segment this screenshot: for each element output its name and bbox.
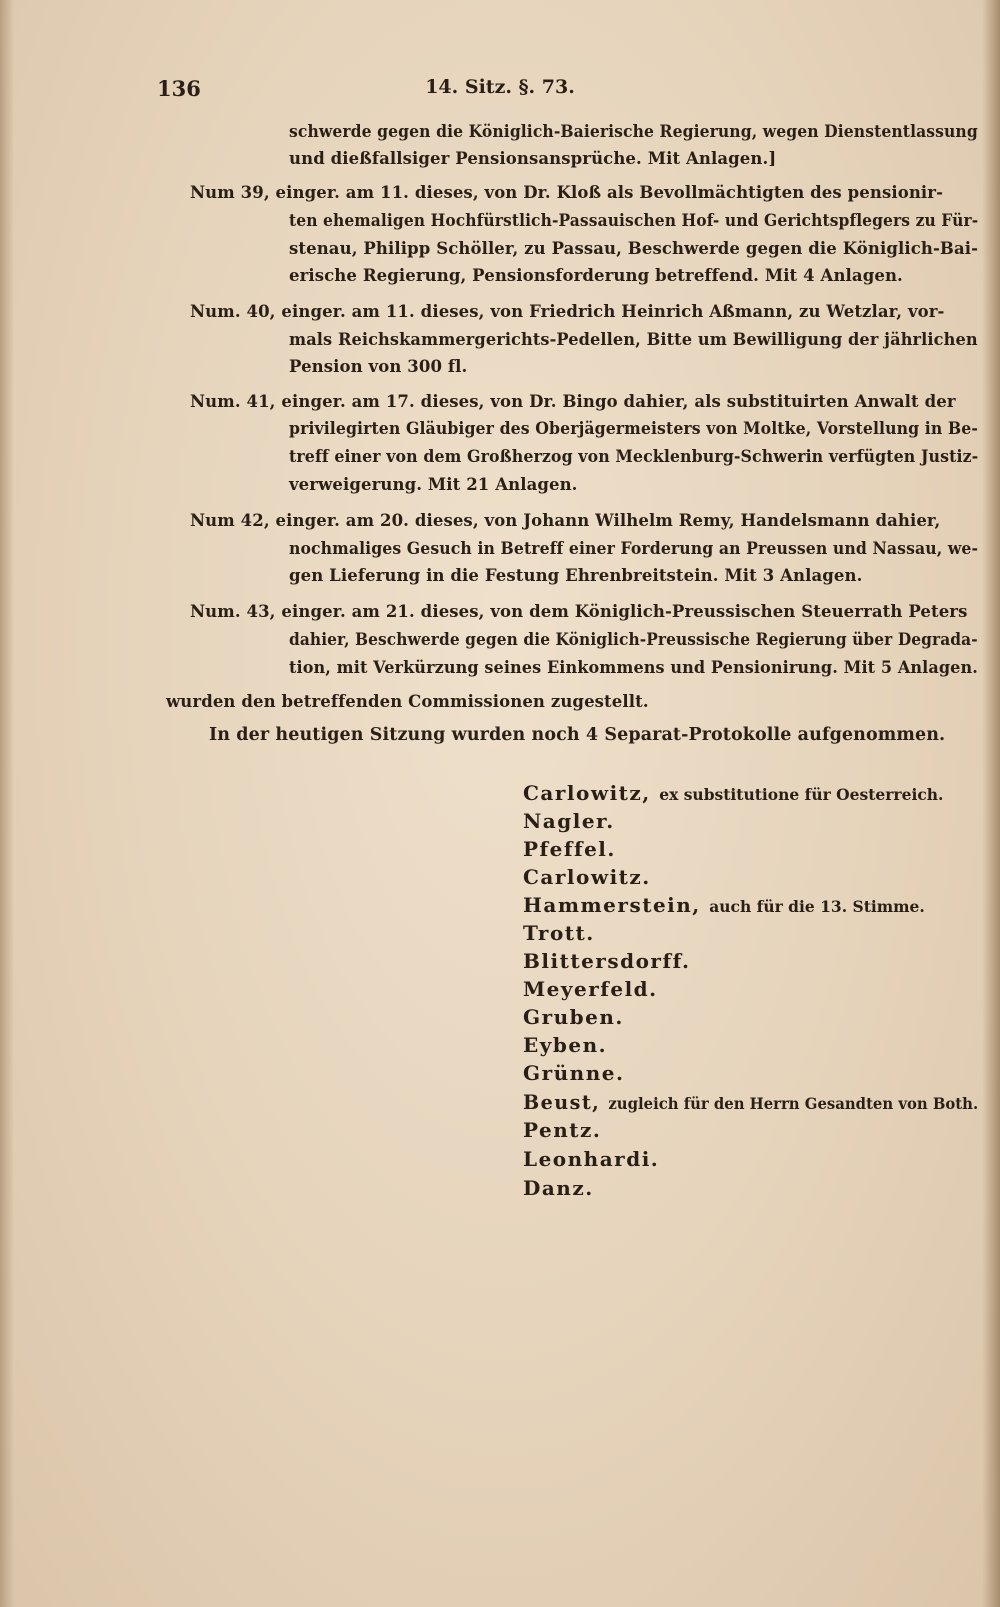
body-line: dahier, Beschwerde gegen die Königlich-Preussische Regierung über Degrada- bbox=[289, 630, 978, 649]
signatory-name: Blittersdorff. bbox=[523, 949, 691, 973]
body-line: gen Lieferung in die Festung Ehrenbreitstein. Mit 3 Anlagen. bbox=[289, 566, 863, 585]
signatory-name: Hammerstein, bbox=[523, 893, 701, 917]
body-line: Num. 43, einger. am 21. dieses, von dem Königlich-Preussischen Steuerrath Peters bbox=[190, 602, 968, 621]
signatory-name: Pentz. bbox=[523, 1118, 602, 1142]
body-line: stenau, Philipp Schöller, zu Passau, Beschwerde gegen die Königlich-Bai- bbox=[289, 239, 979, 258]
signatory-name: Meyerfeld. bbox=[523, 977, 658, 1001]
body-line: Num 42, einger. am 20. dieses, von Johann Wilhelm Remy, Handelsmann dahier, bbox=[190, 511, 941, 530]
signature-line bbox=[523, 1090, 978, 1114]
body-line: treff einer von dem Großherzog von Mecklenburg-Schwerin verfügten Justiz- bbox=[289, 447, 979, 466]
signature-line bbox=[523, 921, 595, 945]
signatory-note: auch für die 13. Stimme. bbox=[709, 897, 925, 916]
signature-line bbox=[523, 949, 690, 973]
signatory-name: Gruben. bbox=[523, 1005, 624, 1029]
running-head: 14. Sitz. §. 73. bbox=[425, 76, 575, 98]
body-line: und dießfallsiger Pensionsansprüche. Mit Anlagen.] bbox=[289, 149, 777, 168]
signatory-name: Beust, bbox=[523, 1090, 601, 1114]
body-line: privilegirten Gläubiger des Oberjägermeisters von Moltke, Vorstellung in Be- bbox=[289, 419, 979, 438]
body-line: verweigerung. Mit 21 Anlagen. bbox=[289, 475, 578, 494]
signature-line bbox=[523, 1005, 624, 1029]
signature-line bbox=[523, 1147, 659, 1171]
signature-line bbox=[523, 809, 615, 833]
body-line: Num. 40, einger. am 11. dieses, von Friedrich Heinrich Aßmann, zu Wetzlar, vor- bbox=[190, 302, 945, 321]
body-line: Pension von 300 fl. bbox=[289, 357, 468, 376]
body-line: In der heutigen Sitzung wurden noch 4 Separat-Protokolle aufgenommen. bbox=[209, 725, 946, 745]
signatory-name: Danz. bbox=[523, 1176, 594, 1200]
signatory-name: Pfeffel. bbox=[523, 837, 616, 861]
page-number: 136 bbox=[157, 76, 201, 101]
signatory-name: Eyben. bbox=[523, 1033, 608, 1057]
signatory-name: Leonhardi. bbox=[523, 1147, 660, 1171]
signature-line bbox=[523, 837, 616, 861]
body-line: ten ehemaligen Hochfürstlich-Passauischen Hof- und Gerichtspflegers zu Für- bbox=[289, 211, 979, 230]
signatory-name: Carlowitz, bbox=[523, 781, 651, 805]
body-line: schwerde gegen die Königlich-Baierische Regierung, wegen Dienstentlassung bbox=[289, 122, 978, 141]
signature-line bbox=[523, 865, 651, 889]
signature-line bbox=[523, 893, 925, 917]
signature-line bbox=[523, 1033, 607, 1057]
page-edge-shadow-right bbox=[982, 0, 1000, 1607]
signatory-name: Trott. bbox=[523, 921, 595, 945]
signatory-note: zugleich für den Herrn Gesandten von Both. bbox=[608, 1094, 979, 1113]
signature-line bbox=[523, 781, 943, 805]
body-line: mals Reichskammergerichts-Pedellen, Bitte um Bewilligung der jährlichen bbox=[289, 330, 978, 349]
signature-line bbox=[523, 1176, 594, 1200]
signatory-name: Carlowitz. bbox=[523, 865, 651, 889]
body-line: nochmaliges Gesuch in Betreff einer Forderung an Preussen und Nassau, we- bbox=[289, 539, 979, 558]
body-line: Num 39, einger. am 11. dieses, von Dr. Kloß als Bevollmächtigten des pensionir- bbox=[190, 183, 944, 202]
signatory-name: Nagler. bbox=[523, 809, 615, 833]
signatory-note: ex substitutione für Oesterreich. bbox=[659, 785, 944, 804]
body-line: tion, mit Verkürzung seines Einkommens und Pensionirung. Mit 5 Anlagen. bbox=[289, 658, 978, 677]
signature-line bbox=[523, 977, 658, 1001]
body-line: erische Regierung, Pensionsforderung betreffend. Mit 4 Anlagen. bbox=[289, 266, 903, 285]
body-line: wurden den betreffenden Commissionen zugestellt. bbox=[166, 692, 649, 711]
signature-line bbox=[523, 1118, 601, 1142]
signatory-name: Grünne. bbox=[523, 1061, 625, 1085]
page-edge-shadow-left bbox=[0, 0, 14, 1607]
body-line: Num. 41, einger. am 17. dieses, von Dr. Bingo dahier, als substituirten Anwalt der bbox=[190, 392, 956, 411]
signature-line bbox=[523, 1061, 624, 1085]
